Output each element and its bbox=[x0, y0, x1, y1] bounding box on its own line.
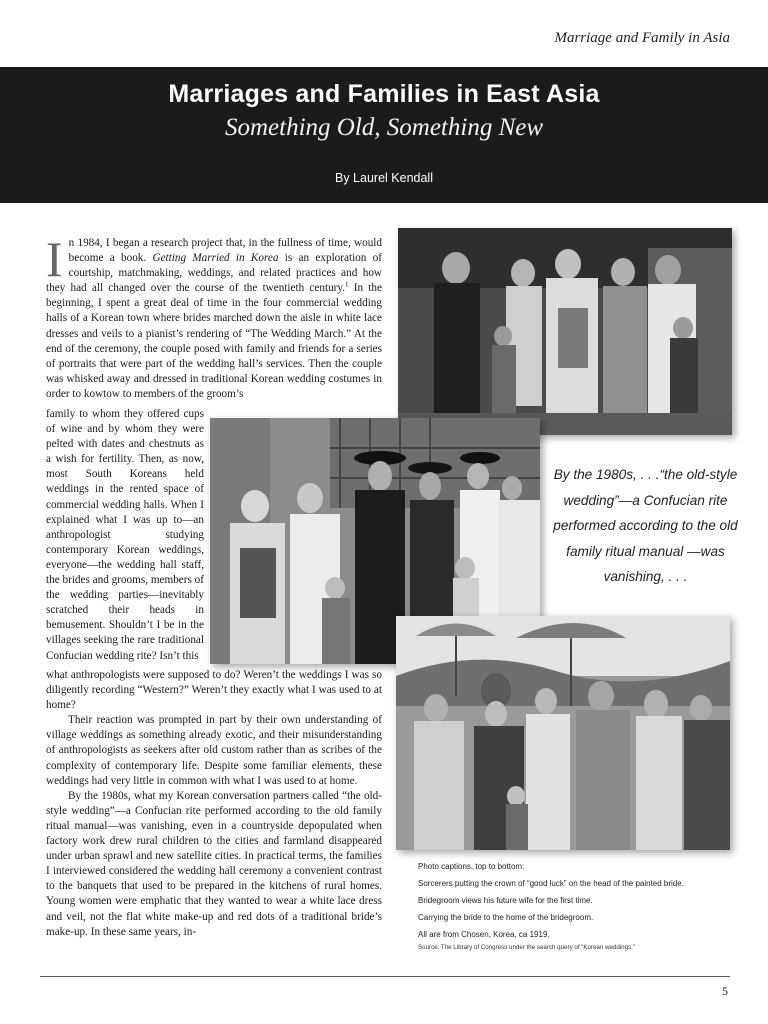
body-paragraph-1: In 1984, I began a research project that, in the fullness of time, would become a book. Getting Married in Korea is an exploration of courtship, matchmaking, weddings, and related practices and how they had all changed over the course of the twentieth century.$^1$ In the beginning, I spent a great deal of time in the four commercial wedding halls of a Korean town where brides marched down the aisle in white lace dresses and veils to a pianist’s rendering of “The Wedding March.” At the end of the ceremony, the couple posed with family and friends for a series of portraits that were part of the wedding hall’s services. Then the couple was whisked away and dressed in traditional Korean wedding costumes in order to kowtow to members of the groom’s bbox=[46, 231, 382, 400]
body-paragraph-2: Their reaction was prompted in part by their own understanding of village weddings as something already exotic, and their misunderstanding of anthropologists as seekers after old custom rather than as scribes of the complexity of contemporary life. Despite some familiar elements, these weddings had very little in common with what I was used to at home. bbox=[46, 714, 382, 787]
article-subtitle: Something Old, Something New bbox=[224, 114, 544, 141]
caption-line: All are from Chosen, Korea, ca 1919. bbox=[418, 930, 550, 939]
drop-cap: I bbox=[46, 231, 63, 287]
book-title: Getting Married in Korea bbox=[152, 252, 279, 265]
caption-source: Source: The Library of Congress under the search query of “Korean weddings.” bbox=[418, 944, 635, 951]
title-banner bbox=[0, 67, 768, 203]
pull-quote: By the 1980s, . . .“the old-style wedding”—a Confucian rite performed according to the old family ritual manual —was vanishing, . . . bbox=[553, 467, 738, 584]
caption-line: Sorcerers putting the crown of “good luck” on the head of the painted bride. bbox=[418, 879, 684, 888]
photo-bride-crown bbox=[398, 228, 732, 435]
body-paragraph-1-narrow: family to whom they offered cups of wine and by whom they were pelted with dates and chestnuts as a wish for fertility. Then, as now, most South Koreans held weddings in the rented space of commercial wedding halls. When I explained what I was up to—an anthropologist studying contemporary Korean weddings, everyone—the wedding hall staff, the brides and grooms, members of the wedding parties—inevitably scratched their heads in bemusement. Shouldn’t I be in the villages seeking the rare traditional Confucian wedding rite? Isn’t this bbox=[46, 408, 204, 662]
body-paragraphs-continued bbox=[46, 668, 382, 940]
footnote-ref: 1 bbox=[345, 280, 349, 289]
caption-line: Carrying the bride to the home of the bridegroom. bbox=[418, 913, 594, 922]
photo-captions bbox=[418, 862, 748, 953]
photo-bride-procession bbox=[396, 616, 730, 850]
article-title: Marriages and Families in East Asia bbox=[168, 80, 600, 108]
page-number: 5 bbox=[722, 984, 728, 998]
running-header: Marriage and Family in Asia bbox=[554, 30, 730, 46]
article-byline: By Laurel Kendall bbox=[335, 171, 433, 185]
body-paragraph-3: By the 1980s, what my Korean conversation partners called “the old-style wedding”—a Confucian rite performed according to the old family ritual manual—was vanishing, even in a countryside depopulated when factory work drew rural children to the cities and farmland disappeared under urban sprawl and new satellite cities. In practical terms, the families I interviewed considered the wedding hall ceremony a convenient contrast to the banquets that used to be prepared in the kitchens of rural homes. Young women were emphatic that they wanted to wear a white lace dress and veil, not the flat white make-up and red dots of a traditional bride’s make-up. In these same years, in- bbox=[46, 789, 382, 938]
body-paragraph-1-end: what anthropologists were supposed to do? Weren’t the weddings I was so diligently recording “Western?” Weren’t they exactly what I was used to at home? bbox=[46, 669, 382, 712]
captions-heading: Photo captions, top to bottom: bbox=[418, 862, 525, 871]
caption-line: Bridegroom views his future wife for the first time. bbox=[418, 896, 593, 905]
footer-rule bbox=[40, 976, 730, 977]
